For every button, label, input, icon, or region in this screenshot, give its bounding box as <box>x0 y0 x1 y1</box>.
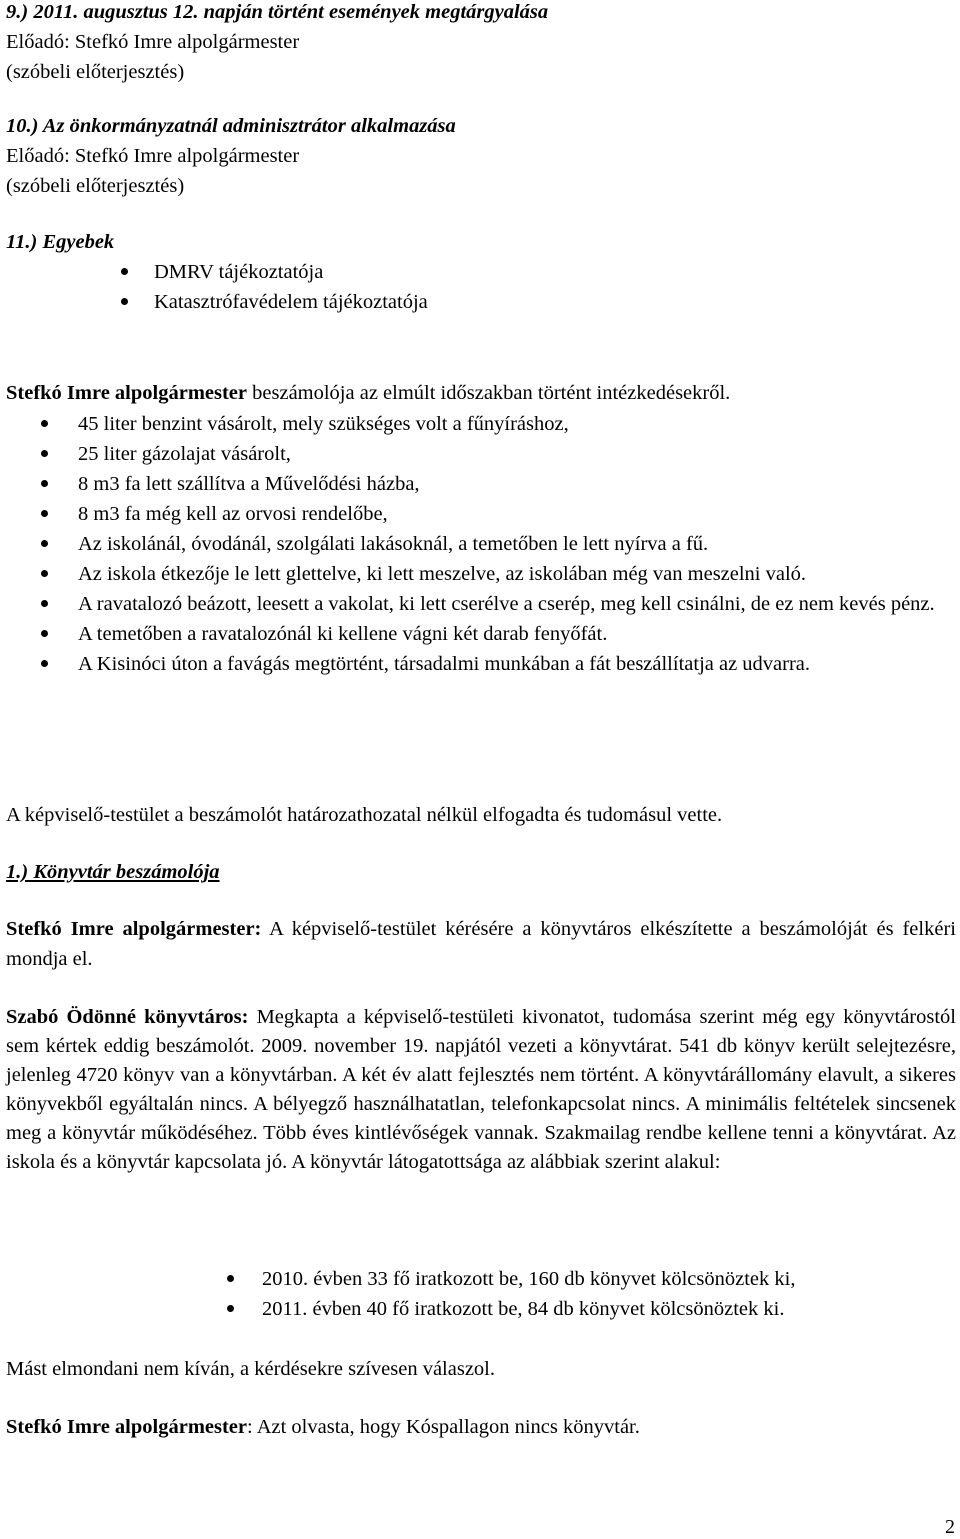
speaker-name: Stefkó Imre alpolgármester <box>6 1416 248 1438</box>
report-conclusion: A képviselő-testület a beszámolót határozathozatal nélkül elfogadta és tudomásul vette. <box>6 804 723 826</box>
list-item: A temetőben a ravatalozónál ki kellene vágni két darab fenyőfát. <box>6 619 941 649</box>
report-section <box>6 378 956 679</box>
agenda-title: 9.) 2011. augusztus 12. napján történt események megtárgyalása <box>6 1 549 23</box>
agenda-item-11 <box>6 227 956 317</box>
agenda-title: 11.) Egyebek <box>6 231 115 253</box>
egyebek-list <box>6 257 956 317</box>
agenda-title: 10.) Az önkormányzatnál adminisztrátor alkalmazása <box>6 115 456 137</box>
list-item: Az iskolánál, óvodánál, szolgálati lakásoknál, a temetőben le lett nyírva a fű. <box>6 529 941 559</box>
library-stats <box>6 1264 956 1324</box>
list-item: 25 liter gázolajat vásárolt, <box>6 439 941 469</box>
speaker-name: Stefkó Imre alpolgármester: <box>6 918 262 940</box>
list-item: 2011. évben 40 fő iratkozott be, 84 db könyvet kölcsönöztek ki. <box>6 1294 956 1324</box>
agenda-item-9 <box>6 0 548 87</box>
list-item: A ravatalozó beázott, leesett a vakolat, ki lett cserélve a cserép, meg kell csinálni, de ez nem kevés pénz. <box>6 589 941 619</box>
list-item: DMRV tájékoztatója <box>6 257 956 287</box>
agenda-note: (szóbeli előterjesztés) <box>6 175 185 197</box>
speaker-name: Stefkó Imre alpolgármester <box>6 382 248 404</box>
list-item: A Kisinóci úton a favágás megtörtént, társadalmi munkában a fát beszállítatja az udvarra. <box>6 649 941 679</box>
list-item: 8 m3 fa még kell az orvosi rendelőbe, <box>6 499 941 529</box>
list-item: 45 liter benzint vásárolt, mely szükséges volt a fűnyíráshoz, <box>6 409 941 439</box>
library-p2: Szabó Ödönné könyvtáros: Megkapta a képviselő-testületi kivonatot, tudomása szerint még egy könyvtárostól sem kértek eddig beszámolót. 2009. november 19. napjától vezeti a könyvtárat. 541 db könyv került selejtezésre, jelenleg 4720 könyv van a könyvtárban. A két év alatt fejlesztés nem történt. A könyvtárállomány elavult, a sikeres könyvekből egyáltalán nincs. A bélyegző használhatatlan, telefonkapcsolat nincs. A minimális feltételek sincsenek meg a könyvtár működéséhez. Több éves kintlévőségek vannak. Szakmailag rendbe kellene tenni a könyvtárat. Az iskola és a könyvtár kapcsolata jó. A könyvtár látogatottsága az alábbiak szerint alakul: <box>6 1006 956 1173</box>
report-list <box>6 409 941 679</box>
list-item: 8 m3 fa lett szállítva a Művelődési házba, <box>6 469 941 499</box>
page-number: 2 <box>945 1516 955 1538</box>
agenda-note: (szóbeli előterjesztés) <box>6 61 185 83</box>
library-p4: Stefkó Imre alpolgármester: Azt olvasta, hogy Kóspallagon nincs könyvtár. <box>6 1416 640 1438</box>
library-p1: Stefkó Imre alpolgármester: A képviselő-testület kérésére a könyvtáros elkészítette a beszámolóját és felkéri mondja el. <box>6 918 956 970</box>
list-item: Az iskola étkezője le lett glettelve, ki lett meszelve, az iskolában még van meszelni való. <box>6 559 941 589</box>
agenda-presenter: Előadó: Stefkó Imre alpolgármester <box>6 31 300 53</box>
agenda-item-10 <box>6 111 456 201</box>
agenda-presenter: Előadó: Stefkó Imre alpolgármester <box>6 145 300 167</box>
report-intro: Stefkó Imre alpolgármester beszámolója az elmúlt időszakban történt intézkedésekről. <box>6 382 731 404</box>
list-item: Katasztrófavédelem tájékoztatója <box>6 287 956 317</box>
library-title: 1.) Könyvtár beszámolója <box>6 861 220 883</box>
list-item: 2010. évben 33 fő iratkozott be, 160 db könyvet kölcsönöztek ki, <box>6 1264 956 1294</box>
speaker-name: Szabó Ödönné könyvtáros: <box>6 1006 249 1028</box>
library-p3: Mást elmondani nem kíván, a kérdésekre szívesen válaszol. <box>6 1358 495 1380</box>
